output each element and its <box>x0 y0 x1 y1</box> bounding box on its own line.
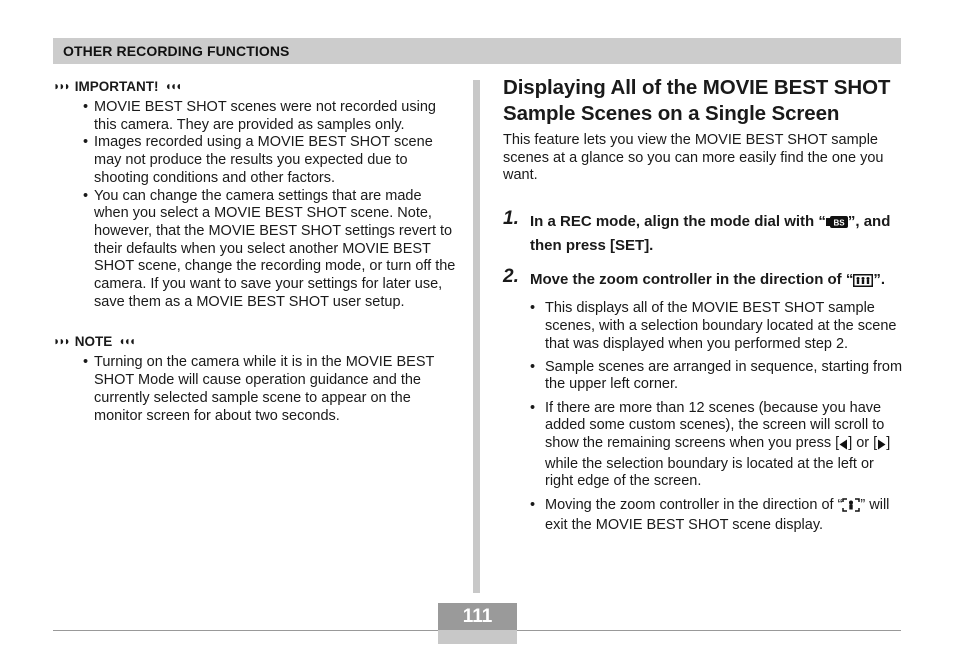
note-marks-icon: ◗◗◗ <box>53 334 69 349</box>
list-item: • MOVIE BEST SHOT scenes were not recorded using this camera. They are provided as samples only. <box>83 99 458 134</box>
note-list <box>53 354 458 425</box>
step-2: 2. Move the zoom controller in the direction of “ ”. <box>503 269 903 293</box>
left-column <box>53 78 458 425</box>
list-item: • You can change the camera settings that are made when you select a MOVIE BEST SHOT scene. Note, however, that the MOVIE BEST SHOT settings revert to their defaults when you select another MOVIE BEST SHOT scene, change the recording mode, or turn off the camera. If you want to save your settings for later use, save them as a MOVIE BEST SHOT user setup. <box>83 188 458 312</box>
list-item: • If there are more than 12 scenes (because you have added some custom scenes), the screen will scroll to show the remaining screens when you press [ ] or [ ] while the selection boundary is located at the left or right edge of the screen. <box>530 400 903 492</box>
list-item: • This displays all of the MOVIE BEST SHOT sample scenes, with a selection boundary located at the scene that was displayed when you performed step 2. <box>530 300 903 353</box>
header-bar <box>53 38 901 64</box>
step2-bullets <box>503 300 903 535</box>
important-heading <box>53 78 458 95</box>
list-item: • Images recorded using a MOVIE BEST SHOT scene may not produce the results you expected due to shooting conditions and other factors. <box>83 134 458 187</box>
note-marks-icon: ◗◗◗ <box>53 78 69 93</box>
list-item: • Turning on the camera while it is in the MOVIE BEST SHOT Mode will cause operation guidance and the currently selected sample scene to appear on the monitor screen for about two seconds. <box>83 354 458 425</box>
left-triangle-icon <box>839 438 848 456</box>
note-label: NOTE <box>74 334 113 350</box>
note-heading <box>53 333 458 350</box>
list-item: • Sample scenes are arranged in sequence, starting from the upper left corner. <box>530 359 903 394</box>
svg-text:BS: BS <box>833 218 845 228</box>
important-label: IMPORTANT! <box>74 78 159 94</box>
header-title: OTHER RECORDING FUNCTIONS <box>63 43 290 59</box>
wide-zoom-icon <box>853 272 873 293</box>
note-marks-icon: ◖◖◖ <box>118 334 135 349</box>
important-list <box>53 99 458 311</box>
section-title: Displaying All of the MOVIE BEST SHOT Sample Scenes on a Single Screen <box>503 76 891 125</box>
step-1: 1. In a REC mode, align the mode dial with “ BS ”, and then press [SET]. <box>503 208 891 255</box>
page-number: 111 <box>438 603 517 630</box>
right-column <box>503 75 903 541</box>
step-number: 2. <box>503 266 519 288</box>
note-marks-icon: ◖◖◖ <box>164 78 181 93</box>
movie-bestshot-icon <box>826 214 848 235</box>
step-number: 1. <box>503 208 519 230</box>
list-item: • Moving the zoom controller in the direction of “ ” will exit the MOVIE BEST SHOT scene display. <box>530 497 903 535</box>
tele-zoom-icon <box>842 498 860 518</box>
column-divider <box>473 80 480 593</box>
right-triangle-icon <box>877 438 886 456</box>
page-number-box <box>438 603 517 645</box>
section-intro: This feature lets you view the MOVIE BEST SHOT sample scenes at a glance so you can more easily find the one you want. <box>503 132 884 184</box>
